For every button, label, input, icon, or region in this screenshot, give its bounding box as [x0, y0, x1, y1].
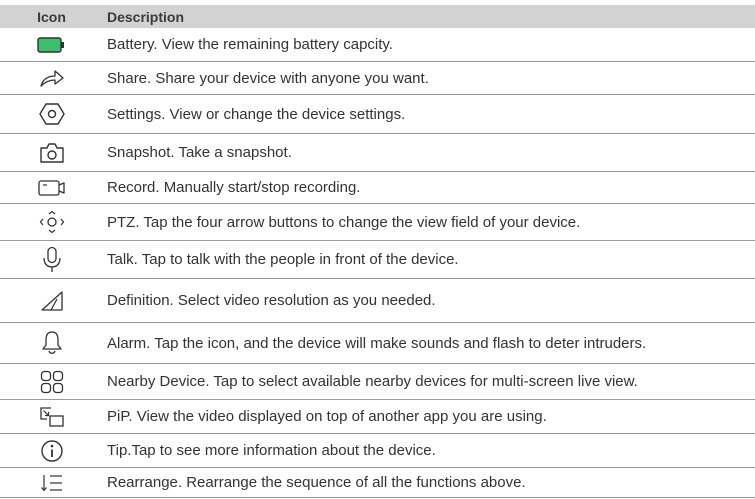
- row-description: Share. Share your device with anyone you want.: [107, 69, 429, 87]
- share-icon: [0, 68, 103, 88]
- table-row: [0, 95, 755, 134]
- row-description: Alarm. Tap the icon, and the device will make sounds and flash to deter intruders.: [107, 334, 647, 352]
- row-description: Definition. Select video resolution as you needed.: [107, 292, 436, 309]
- row-description: PTZ. Tap the four arrow buttons to change the view field of your device.: [107, 213, 581, 231]
- description-column-header: Description: [107, 8, 185, 25]
- record-icon: [0, 179, 103, 197]
- table-row: [0, 279, 755, 323]
- table-row: [0, 172, 755, 204]
- table-row: [0, 241, 755, 279]
- row-description: PiP. View the video displayed on top of another app you are using.: [107, 408, 547, 425]
- icon-table: [0, 5, 755, 498]
- table-row: [0, 134, 755, 172]
- battery-icon: [0, 36, 103, 54]
- icon-column-header: Icon: [37, 8, 66, 25]
- table-row: [0, 434, 755, 468]
- table-row: [0, 28, 755, 62]
- row-description: Nearby Device. Tap to select available nearby devices for multi-screen live view.: [107, 373, 638, 390]
- settings-icon: [0, 102, 103, 126]
- row-description: Rearrange. Rearrange the sequence of all the functions above.: [107, 474, 526, 491]
- definition-icon: [0, 290, 103, 312]
- bell-icon: [0, 330, 103, 356]
- row-description: Record. Manually start/stop recording.: [107, 179, 361, 196]
- table-row: [0, 204, 755, 241]
- row-description: Tip.Tap to see more information about the device.: [107, 442, 436, 459]
- row-description: Talk. Tap to talk with the people in front of the device.: [107, 251, 459, 268]
- row-description: Snapshot. Take a snapshot.: [107, 144, 292, 161]
- camera-icon: [0, 142, 103, 164]
- ptz-icon: [0, 210, 103, 234]
- table-row: [0, 62, 755, 95]
- table-row: [0, 364, 755, 400]
- table-row: [0, 400, 755, 434]
- rearrange-icon: [0, 473, 103, 493]
- row-description: Settings. View or change the device settings.: [107, 105, 406, 123]
- microphone-icon: [0, 246, 103, 274]
- row-description: Battery. View the remaining battery capcity.: [107, 36, 393, 53]
- table-row: [0, 323, 755, 364]
- grid-icon: [0, 370, 103, 394]
- info-icon: [0, 439, 103, 463]
- table-header: [0, 5, 755, 28]
- table-row: [0, 468, 755, 498]
- pip-icon: [0, 406, 103, 428]
